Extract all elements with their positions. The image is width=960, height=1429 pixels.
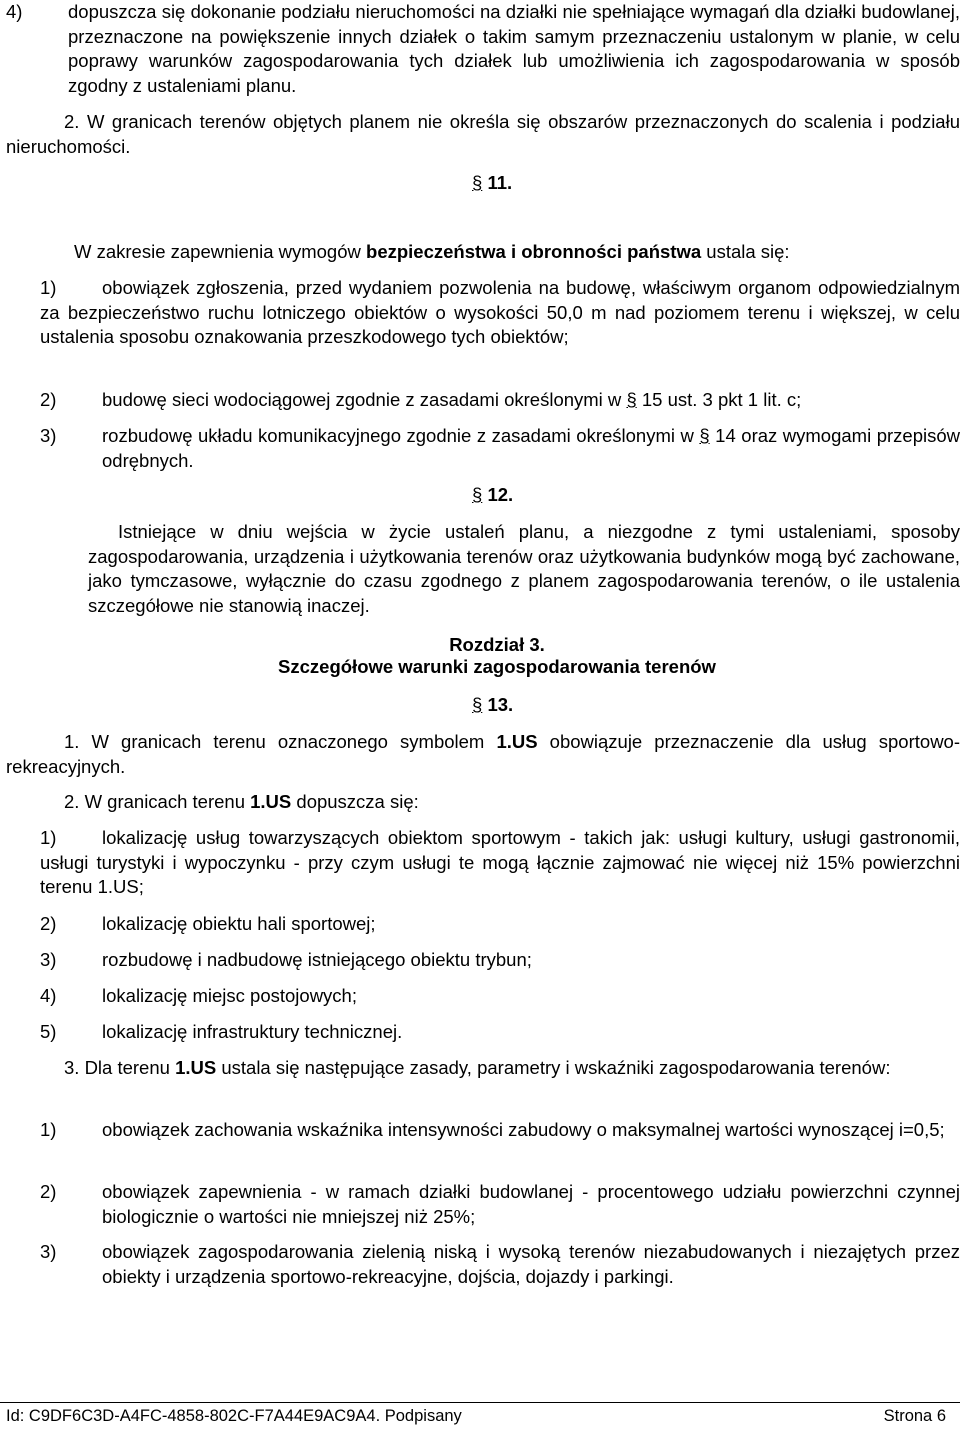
text-run: W zakresie zapewnienia wymogów (74, 241, 367, 262)
list-item-number: 3) (40, 1241, 57, 1262)
section-sign: § (472, 172, 483, 193)
list-item-text: lokalizację miejsc postojowych; (102, 985, 357, 1006)
list-item-text: obowiązek zachowania wskaźnika intensywności zabudowy o maksymalnej wartości wynoszącej i=0,5; (102, 1119, 945, 1140)
bold-text: 1.US (250, 791, 292, 812)
text-run: 14 oraz wymogami przepisów odrębnych. (102, 425, 960, 471)
section-heading (472, 694, 513, 716)
paragraph (64, 790, 960, 815)
paragraph (6, 1056, 960, 1081)
section-heading (472, 484, 513, 506)
list-item-text (40, 388, 960, 413)
section-number: 11. (487, 172, 513, 193)
text-run: ustala się następujące zasady, parametry i wskaźniki zagospodarowania terenów: (216, 1057, 891, 1078)
list-item-number: 4) (6, 1, 23, 22)
list-item (40, 826, 960, 900)
list-item (40, 1118, 960, 1143)
list-item-number: 2) (40, 1181, 57, 1202)
list-item-text (40, 424, 960, 473)
list-item-text: obowiązek zagospodarowania zielenią niską i wysoką terenów niezabudowanych i niezajętych przez obiekty i urządzenia sportowo-rekreacyjne, dojścia, dojazdy i parkingi. (102, 1241, 960, 1287)
bold-text: 1.US (496, 731, 538, 752)
section-sign: § (626, 389, 637, 410)
chapter-label: Rozdział 3. (449, 634, 545, 655)
text-run: 15 ust. 3 pkt 1 lit. c; (636, 389, 802, 410)
section-number: 12. (487, 484, 514, 505)
paragraph (6, 730, 960, 779)
chapter-title: Szczegółowe warunki zagospodarowania terenów (278, 656, 716, 677)
section-sign: § (472, 694, 483, 715)
list-item (40, 276, 960, 350)
page-footer (0, 1402, 960, 1429)
text-run: rozbudowę układu komunikacyjnego zgodnie z zasadami określonymi w (102, 425, 700, 446)
text-run: ustala się: (701, 241, 790, 262)
paragraph: 2. W granicach terenów objętych planem nie określa się obszarów przeznaczonych do scalenia i podziału nieruchomości. (6, 111, 960, 157)
list-item-number: 1) (40, 277, 57, 298)
list-item-number: 3) (40, 425, 57, 446)
section-sign: § (699, 425, 710, 446)
list-item-number: 1) (40, 1119, 57, 1140)
section-sign: § (472, 484, 483, 505)
text-run: 1. W granicach terenu oznaczonego symbolem (64, 731, 497, 752)
list-item (40, 388, 960, 413)
list-item-number: 3) (40, 949, 57, 970)
list-item (40, 1240, 960, 1289)
list-item-number: 1) (40, 827, 57, 848)
list-item-text: rozbudowę i nadbudowę istniejącego obiektu trybun; (102, 949, 532, 970)
list-item (40, 948, 960, 973)
list-item-text: lokalizację usług towarzyszących obiektom sportowym - takich jak: usługi kultury, usługi gastronomii, usługi turystyki i wypoczynku - przy czym usługi te mogą łącznie zajmować nie więcej niż 15% powierzchni terenu 1.US; (40, 827, 960, 897)
list-item (40, 984, 960, 1009)
bold-text: bezpieczeństwa i obronności państwa (366, 241, 702, 262)
section-number: 13. (487, 694, 514, 715)
bold-text: 1.US (175, 1057, 217, 1078)
section-heading (472, 172, 512, 194)
paragraph (74, 240, 960, 265)
paragraph: Istniejące w dniu wejścia w życie ustaleń planu, a niezgodne z tymi ustaleniami, sposoby zagospodarowania, urządzenia i użytkowania terenów oraz użytkowania budynków mogą być zachowane, jako tymczasowe, wyłącznie do czasu zgodnego z planem zagospodarowania terenów, o ile ustalenia szczegółowe nie stanowią inaczej. (88, 521, 960, 616)
text-run: obowiązuje przeznaczenie dla usług sportowo-rekreacyjnych. (6, 731, 960, 777)
text-run: budowę sieci wodociągowej zgodnie z zasadami określonymi w (102, 389, 627, 410)
list-item-text: obowiązek zgłoszenia, przed wydaniem pozwolenia na budowę, właściwym organom odpowiedzialnym za bezpieczeństwo ruchu lotniczego obiektów o wysokości 50,0 m nad poziomem terenu i większej, w celu ustalenia sposobu oznakowania przeszkodowego tych obiektów; (40, 277, 960, 347)
list-item-number: 2) (40, 389, 57, 410)
list-item-text: obowiązek zapewnienia - w ramach działki budowlanej - procentowego udziału powierzchni czynnej biologicznie o wartości nie mniejszej niż 25%; (102, 1181, 960, 1227)
document-id: Id: C9DF6C3D-A4FC-4858-802C-F7A44E9AC9A4. Podpisany (6, 1407, 462, 1425)
page-number: Strona 6 (883, 1407, 946, 1425)
list-item-number: 5) (40, 1021, 57, 1042)
list-item-text: dopuszcza się dokonanie podziału nieruchomości na działki nie spełniające wymagań dla działki budowlanej, przeznaczone na powiększenie innych działek o takim samym przeznaczeniu ustalonym w planie, w celu poprawy warunków zagospodarowania tych działek lub umożliwienia ich zagospodarowania w sposób zgodny z ustaleniami planu. (68, 1, 960, 96)
list-item (40, 1020, 960, 1045)
list-item (6, 0, 960, 98)
list-item-number: 2) (40, 913, 57, 934)
list-item-text: lokalizację obiektu hali sportowej; (102, 913, 376, 934)
list-item-number: 4) (40, 985, 57, 1006)
list-item-text: lokalizację infrastruktury technicznej. (102, 1021, 403, 1042)
text-run: 3. Dla terenu (64, 1057, 176, 1078)
list-item (40, 1180, 960, 1229)
list-item (40, 912, 960, 937)
text-run: dopuszcza się: (291, 791, 419, 812)
list-item (40, 424, 960, 473)
text-run: 2. W granicach terenu (64, 791, 251, 812)
